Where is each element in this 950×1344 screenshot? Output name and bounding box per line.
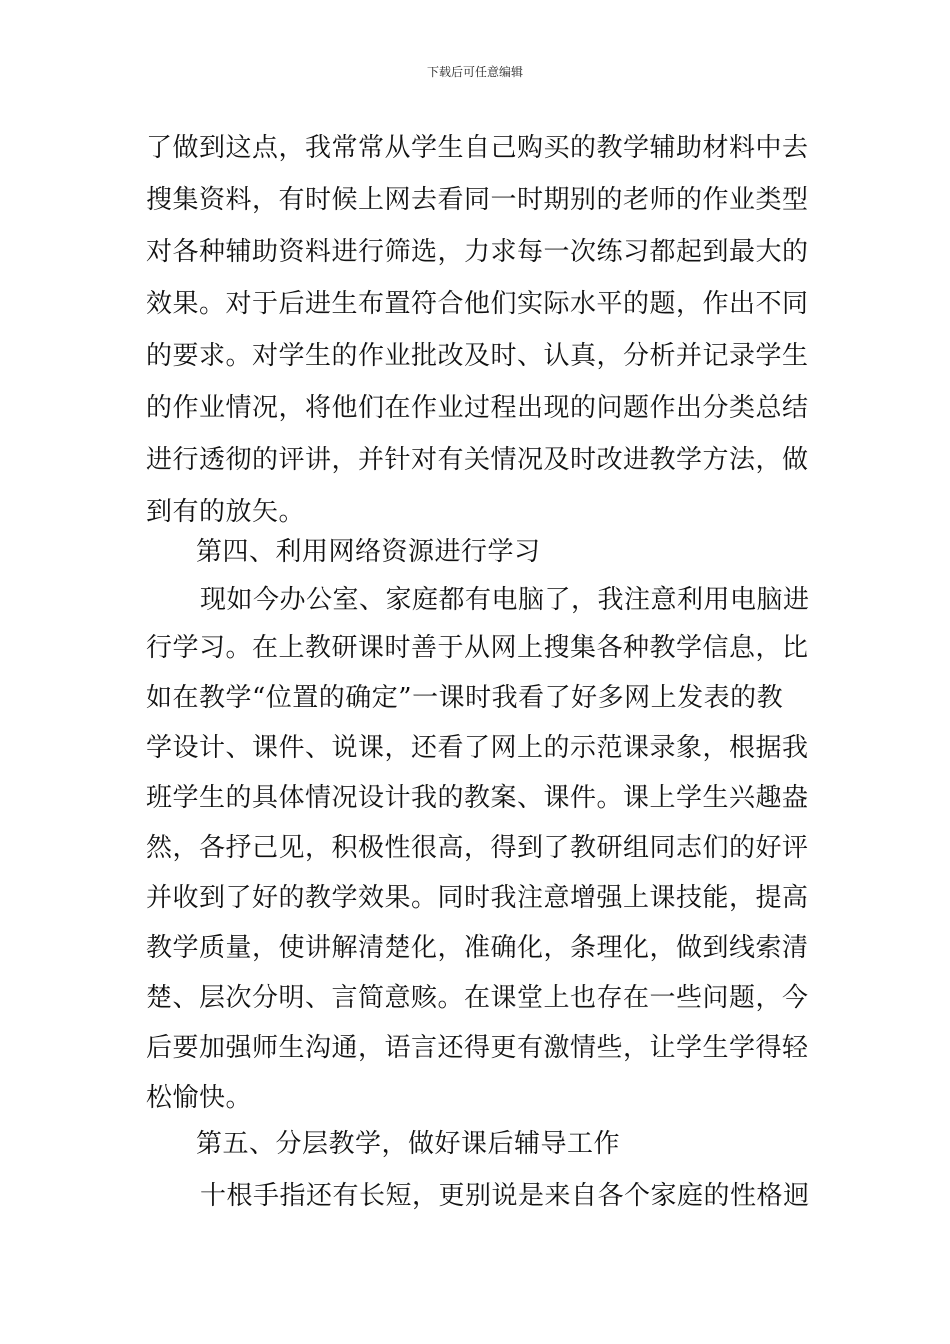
text-line: 班学生的具体情况设计我的教案、课件。课上学生兴趣盎 — [146, 783, 809, 813]
text-line: 并收到了好的教学效果。同时我注意增强上课技能，提高 — [146, 883, 809, 913]
text-line: 的要求。对学生的作业批改及时、认真，分析并记录学生 — [146, 341, 809, 371]
text-line: 行学习。在上教研课时善于从网上搜集各种教学信息，比 — [146, 633, 809, 663]
text-line: 如在教学“位置的确定”一课时我看了好多网上发表的教 — [146, 683, 784, 713]
paragraph-first-line: 十根手指还有长短，更别说是来自各个家庭的性格迥 — [200, 1181, 810, 1211]
section-heading-4: 第四、利用网络资源进行学习 — [196, 537, 541, 567]
section-heading-5: 第五、分层教学，做好课后辅导工作 — [196, 1129, 621, 1159]
paragraph-first-line: 现如今办公室、家庭都有电脑了，我注意利用电脑进 — [200, 585, 810, 615]
text-line: 教学质量，使讲解清楚化，准确化，条理化，做到线索清 — [146, 933, 809, 963]
text-line: 松愉快。 — [146, 1083, 253, 1113]
text-line: 进行透彻的评讲，并针对有关情况及时改进教学方法，做 — [146, 445, 809, 475]
text-line: 搜集资料，有时候上网去看同一时期别的老师的作业类型 — [146, 185, 809, 215]
text-line: 了做到这点，我常常从学生自己购买的教学辅助材料中去 — [146, 133, 809, 163]
text-line: 效果。对于后进生布置符合他们实际水平的题，作出不同 — [146, 289, 809, 319]
text-line: 学设计、课件、说课，还看了网上的示范课录象，根据我 — [146, 733, 809, 763]
page-header-note: 下载后可任意编辑 — [426, 65, 523, 79]
text-line: 对各种辅助资料进行筛选，力求每一次练习都起到最大的 — [146, 237, 809, 267]
text-line: 到有的放矢。 — [146, 497, 306, 527]
text-line: 的作业情况，将他们在作业过程出现的问题作出分类总结 — [146, 393, 809, 423]
text-line: 然，各抒己见，积极性很高，得到了教研组同志们的好评 — [146, 833, 809, 863]
text-line: 楚、层次分明、言简意赅。在课堂上也存在一些问题，今 — [146, 983, 809, 1013]
text-line: 后要加强师生沟通，语言还得更有激情些，让学生学得轻 — [146, 1033, 809, 1063]
